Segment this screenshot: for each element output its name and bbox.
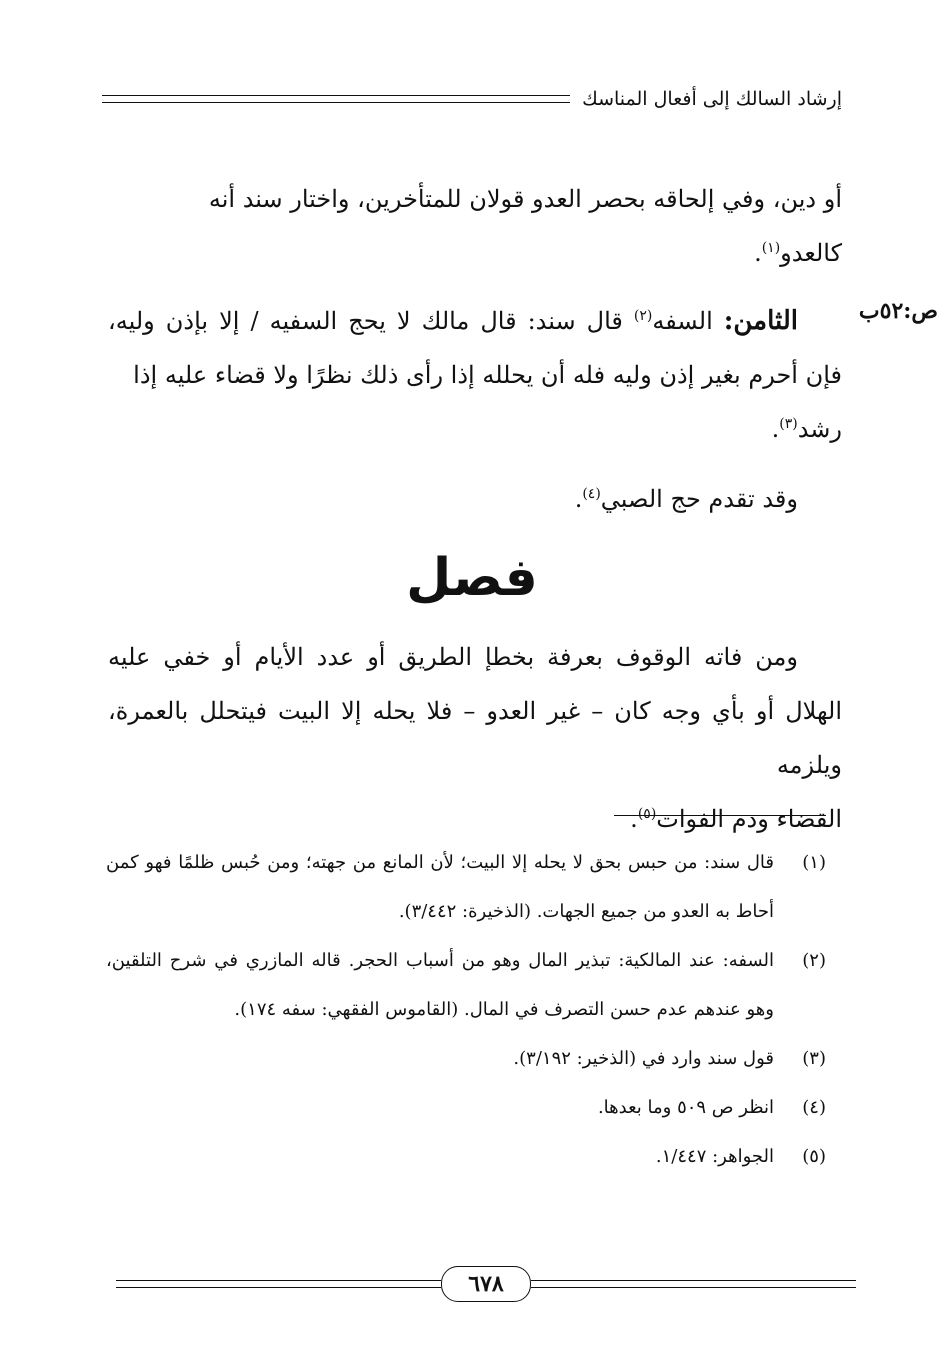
footnotes [106, 838, 826, 1181]
footnote-text: انظر ص ٥٠٩ وما بعدها. [597, 1097, 774, 1118]
footnote-ref-1: (١) [761, 240, 781, 256]
page-footer [116, 1266, 856, 1302]
paragraph-4-end: . [630, 805, 638, 833]
footnote-item [106, 936, 826, 1034]
manuscript-page-marker: ص:٥٢ب [858, 298, 938, 324]
footnote-number: (٢) [802, 950, 826, 971]
paragraph-1-end: . [754, 239, 762, 267]
paragraph-2-tail: رشد [797, 415, 842, 443]
paragraph-2-text-b: قال سند: قال مالك لا يحج السفيه / إلا بإذن وليه، فإن أحرم بغير إذن وليه فله أن يحلله إذا رأى ذلك نظرًا ولا قضاء عليه إذا [108, 307, 842, 389]
paragraph-3-line [108, 472, 842, 526]
paragraph-4-tail: القضاء ودم الفوات [656, 805, 842, 833]
page-number: ٦٧٨ [441, 1266, 531, 1302]
paragraph-3-end: . [574, 485, 583, 513]
footnote-ref-2: (٢) [633, 308, 653, 324]
paragraph-1-tail: كالعدو [780, 239, 842, 267]
section-heading: فصل [406, 548, 538, 608]
footnote-text: الجواهر: ١/٤٤٧. [655, 1146, 774, 1167]
paragraph-2-body [108, 294, 842, 402]
paragraph-2 [108, 294, 842, 456]
footnote-number: (٤) [802, 1097, 826, 1118]
footnote-number: (٣) [802, 1048, 826, 1069]
running-header [102, 84, 842, 114]
footnote-item [106, 1132, 826, 1181]
paragraph-2-text-a: السفه [652, 307, 724, 335]
paragraph-1 [108, 172, 842, 280]
paragraph-3-text: وقد تقدم حج الصبي [600, 485, 798, 513]
footnote-number: (١) [802, 852, 826, 873]
footnote-text: السفه: عند المالكية: تبذير المال وهو من أسباب الحجر. قاله المازري في شرح التلقين، وهو عندهم عدم حسن التصرف في المال. (القاموس الفقهي: سفه ١٧٤). [106, 950, 774, 1020]
footnote-text: قال سند: من حبس بحق لا يحله إلا البيت؛ لأن المانع من جهته؛ ومن حُبس ظلمًا فهو كمن أحاط به العدو من جميع الجهات. (الذخيرة: ٣/٤٤٢). [106, 852, 774, 922]
paragraph-2-last-line [108, 402, 842, 456]
footer-rule-right [531, 1280, 856, 1288]
paragraph-4-body: ومن فاته الوقوف بعرفة بخطإ الطريق أو عدد الأيام أو خفي عليه الهلال أو بأي وجه كان – غير العدو – فلا يحله إلا البيت فيتحلل بالعمرة، ويلزمه [108, 643, 842, 779]
paragraph-1-line-1: أو دين، وفي إلحاقه بحصر العدو قولان للمتأخرين، واختار سند أنه [208, 185, 842, 213]
paragraph-4 [108, 630, 842, 846]
footnote-item [106, 1034, 826, 1083]
book-title: إرشاد السالك إلى أفعال المناسك [582, 88, 842, 110]
paragraph-3 [108, 472, 842, 526]
paragraph-1-line-2 [108, 226, 842, 280]
footnote-item [106, 838, 826, 936]
paragraph-2-lead: الثامن: [723, 306, 798, 336]
footnote-number: (٥) [802, 1146, 826, 1167]
header-double-rule [102, 95, 570, 103]
footnote-text: قول سند وارد في (الذخير: ٣/١٩٢). [513, 1048, 774, 1069]
footnote-ref-5: (٥) [637, 806, 657, 822]
paragraph-2-end: . [771, 415, 780, 443]
footnote-item [106, 1083, 826, 1132]
footnote-ref-4: (٤) [582, 486, 601, 502]
footer-rule-left [116, 1280, 441, 1288]
footnote-ref-3: (٣) [779, 416, 798, 432]
footnote-separator [614, 815, 826, 816]
